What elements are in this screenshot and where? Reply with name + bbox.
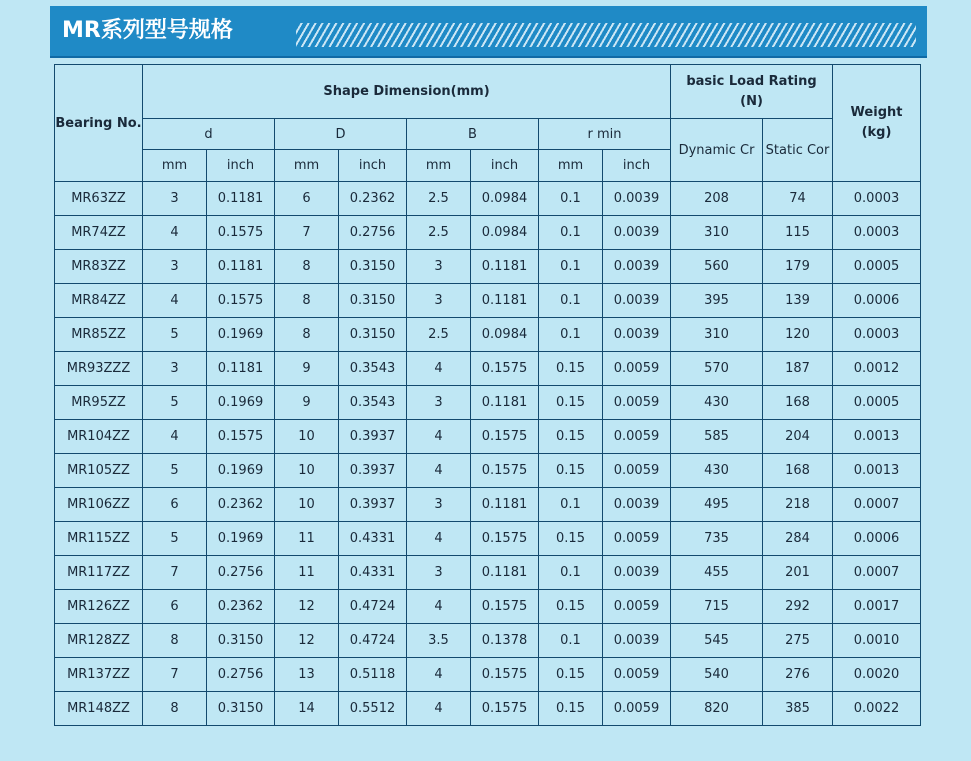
d-inch-cell: 0.1575 xyxy=(207,284,275,318)
header-load-rating-line2: (N) xyxy=(740,93,763,109)
d-inch-cell: 0.1969 xyxy=(207,386,275,420)
r-inch-cell: 0.0059 xyxy=(603,590,671,624)
weight-cell: 0.0003 xyxy=(833,216,921,250)
header-D-inch: inch xyxy=(339,150,407,182)
dynamic-cr-cell: 430 xyxy=(671,454,763,488)
dynamic-cr-cell: 208 xyxy=(671,182,763,216)
bearing-no-cell: MR83ZZ xyxy=(55,250,143,284)
d-mm-cell: 7 xyxy=(143,556,207,590)
bearing-no-cell: MR117ZZ xyxy=(55,556,143,590)
table-row xyxy=(55,318,921,352)
B-mm-cell: 4 xyxy=(407,658,471,692)
r-inch-cell: 0.0039 xyxy=(603,182,671,216)
d-mm-cell: 8 xyxy=(143,692,207,726)
weight-cell: 0.0013 xyxy=(833,454,921,488)
static-cor-cell: 218 xyxy=(763,488,833,522)
r-mm-cell: 0.1 xyxy=(539,488,603,522)
D-mm-cell: 7 xyxy=(275,216,339,250)
B-inch-cell: 0.1181 xyxy=(471,250,539,284)
D-mm-cell: 6 xyxy=(275,182,339,216)
D-inch-cell: 0.4724 xyxy=(339,590,407,624)
B-mm-cell: 4 xyxy=(407,352,471,386)
weight-cell: 0.0007 xyxy=(833,488,921,522)
D-mm-cell: 8 xyxy=(275,250,339,284)
header-load-rating-line1: basic Load Rating xyxy=(686,73,817,89)
D-inch-cell: 0.3150 xyxy=(339,250,407,284)
r-mm-cell: 0.1 xyxy=(539,182,603,216)
D-mm-cell: 12 xyxy=(275,624,339,658)
spec-table xyxy=(54,64,921,726)
D-mm-cell: 8 xyxy=(275,318,339,352)
B-inch-cell: 0.1181 xyxy=(471,556,539,590)
D-mm-cell: 11 xyxy=(275,556,339,590)
d-inch-cell: 0.1969 xyxy=(207,454,275,488)
static-cor-cell: 292 xyxy=(763,590,833,624)
B-inch-cell: 0.1181 xyxy=(471,284,539,318)
B-mm-cell: 3 xyxy=(407,250,471,284)
r-inch-cell: 0.0039 xyxy=(603,250,671,284)
r-mm-cell: 0.1 xyxy=(539,284,603,318)
B-mm-cell: 4 xyxy=(407,454,471,488)
bearing-no-cell: MR93ZZZ xyxy=(55,352,143,386)
bearing-no-cell: MR126ZZ xyxy=(55,590,143,624)
d-inch-cell: 0.2362 xyxy=(207,488,275,522)
title-bar xyxy=(50,6,927,58)
d-mm-cell: 4 xyxy=(143,420,207,454)
table-row xyxy=(55,624,921,658)
bearing-no-cell: MR74ZZ xyxy=(55,216,143,250)
d-inch-cell: 0.3150 xyxy=(207,624,275,658)
B-mm-cell: 3 xyxy=(407,488,471,522)
weight-cell: 0.0005 xyxy=(833,250,921,284)
D-inch-cell: 0.5118 xyxy=(339,658,407,692)
table-row xyxy=(55,250,921,284)
table-row xyxy=(55,284,921,318)
d-inch-cell: 0.1969 xyxy=(207,318,275,352)
r-inch-cell: 0.0039 xyxy=(603,556,671,590)
table-row xyxy=(55,420,921,454)
dynamic-cr-cell: 545 xyxy=(671,624,763,658)
D-mm-cell: 14 xyxy=(275,692,339,726)
d-inch-cell: 0.1181 xyxy=(207,182,275,216)
B-mm-cell: 3 xyxy=(407,284,471,318)
d-inch-cell: 0.2756 xyxy=(207,658,275,692)
static-cor-cell: 187 xyxy=(763,352,833,386)
weight-cell: 0.0013 xyxy=(833,420,921,454)
bearing-no-cell: MR137ZZ xyxy=(55,658,143,692)
r-mm-cell: 0.1 xyxy=(539,556,603,590)
d-mm-cell: 3 xyxy=(143,182,207,216)
B-inch-cell: 0.1575 xyxy=(471,522,539,556)
header-D: D xyxy=(275,119,407,150)
D-mm-cell: 12 xyxy=(275,590,339,624)
d-mm-cell: 3 xyxy=(143,352,207,386)
r-mm-cell: 0.15 xyxy=(539,420,603,454)
weight-cell: 0.0022 xyxy=(833,692,921,726)
D-inch-cell: 0.2362 xyxy=(339,182,407,216)
header-bearing-no: Bearing No. xyxy=(55,65,143,182)
B-mm-cell: 4 xyxy=(407,692,471,726)
B-inch-cell: 0.0984 xyxy=(471,318,539,352)
r-inch-cell: 0.0059 xyxy=(603,386,671,420)
d-mm-cell: 6 xyxy=(143,488,207,522)
r-mm-cell: 0.15 xyxy=(539,352,603,386)
r-mm-cell: 0.1 xyxy=(539,318,603,352)
bearing-no-cell: MR148ZZ xyxy=(55,692,143,726)
header-d-inch: inch xyxy=(207,150,275,182)
bearing-no-cell: MR106ZZ xyxy=(55,488,143,522)
B-inch-cell: 0.1575 xyxy=(471,420,539,454)
bearing-no-cell: MR95ZZ xyxy=(55,386,143,420)
dynamic-cr-cell: 735 xyxy=(671,522,763,556)
static-cor-cell: 275 xyxy=(763,624,833,658)
r-inch-cell: 0.0059 xyxy=(603,420,671,454)
header-weight-line2: (kg) xyxy=(861,125,892,140)
dynamic-cr-cell: 430 xyxy=(671,386,763,420)
weight-cell: 0.0006 xyxy=(833,284,921,318)
table-row xyxy=(55,386,921,420)
D-mm-cell: 9 xyxy=(275,352,339,386)
d-mm-cell: 5 xyxy=(143,454,207,488)
d-mm-cell: 5 xyxy=(143,522,207,556)
B-mm-cell: 3 xyxy=(407,556,471,590)
B-inch-cell: 0.1575 xyxy=(471,454,539,488)
r-mm-cell: 0.15 xyxy=(539,386,603,420)
B-mm-cell: 3.5 xyxy=(407,624,471,658)
dynamic-cr-cell: 820 xyxy=(671,692,763,726)
static-cor-cell: 385 xyxy=(763,692,833,726)
weight-cell: 0.0020 xyxy=(833,658,921,692)
header-d-mm: mm xyxy=(143,150,207,182)
D-inch-cell: 0.3543 xyxy=(339,352,407,386)
r-inch-cell: 0.0039 xyxy=(603,284,671,318)
B-mm-cell: 2.5 xyxy=(407,318,471,352)
B-mm-cell: 4 xyxy=(407,590,471,624)
header-D-mm: mm xyxy=(275,150,339,182)
table-body xyxy=(55,182,921,726)
r-inch-cell: 0.0059 xyxy=(603,522,671,556)
bearing-no-cell: MR115ZZ xyxy=(55,522,143,556)
dynamic-cr-cell: 310 xyxy=(671,318,763,352)
dynamic-cr-cell: 540 xyxy=(671,658,763,692)
D-inch-cell: 0.3937 xyxy=(339,488,407,522)
dynamic-cr-cell: 715 xyxy=(671,590,763,624)
r-mm-cell: 0.1 xyxy=(539,624,603,658)
r-mm-cell: 0.1 xyxy=(539,216,603,250)
D-inch-cell: 0.4331 xyxy=(339,556,407,590)
d-mm-cell: 5 xyxy=(143,386,207,420)
static-cor-cell: 276 xyxy=(763,658,833,692)
header-static-cor: Static Cor xyxy=(763,119,833,182)
page-title: MR系列型号规格 xyxy=(62,18,233,43)
bearing-no-cell: MR128ZZ xyxy=(55,624,143,658)
B-mm-cell: 3 xyxy=(407,386,471,420)
weight-cell: 0.0003 xyxy=(833,182,921,216)
dynamic-cr-cell: 570 xyxy=(671,352,763,386)
D-inch-cell: 0.3150 xyxy=(339,318,407,352)
header-B-inch: inch xyxy=(471,150,539,182)
static-cor-cell: 201 xyxy=(763,556,833,590)
static-cor-cell: 168 xyxy=(763,454,833,488)
static-cor-cell: 115 xyxy=(763,216,833,250)
B-inch-cell: 0.1378 xyxy=(471,624,539,658)
dynamic-cr-cell: 310 xyxy=(671,216,763,250)
r-inch-cell: 0.0059 xyxy=(603,692,671,726)
weight-cell: 0.0006 xyxy=(833,522,921,556)
D-inch-cell: 0.3937 xyxy=(339,420,407,454)
B-inch-cell: 0.0984 xyxy=(471,182,539,216)
B-inch-cell: 0.1181 xyxy=(471,488,539,522)
D-mm-cell: 8 xyxy=(275,284,339,318)
D-inch-cell: 0.4331 xyxy=(339,522,407,556)
d-inch-cell: 0.3150 xyxy=(207,692,275,726)
D-inch-cell: 0.4724 xyxy=(339,624,407,658)
header-r-min: r min xyxy=(539,119,671,150)
header-weight-line1: Weight xyxy=(850,105,903,120)
d-inch-cell: 0.1181 xyxy=(207,352,275,386)
d-inch-cell: 0.1575 xyxy=(207,216,275,250)
B-mm-cell: 2.5 xyxy=(407,182,471,216)
table-row xyxy=(55,556,921,590)
header-r-inch: inch xyxy=(603,150,671,182)
B-inch-cell: 0.1575 xyxy=(471,658,539,692)
r-inch-cell: 0.0039 xyxy=(603,488,671,522)
header-B-mm: mm xyxy=(407,150,471,182)
r-mm-cell: 0.1 xyxy=(539,250,603,284)
r-mm-cell: 0.15 xyxy=(539,590,603,624)
d-inch-cell: 0.2362 xyxy=(207,590,275,624)
B-mm-cell: 4 xyxy=(407,420,471,454)
dynamic-cr-cell: 560 xyxy=(671,250,763,284)
bearing-no-cell: MR63ZZ xyxy=(55,182,143,216)
B-inch-cell: 0.0984 xyxy=(471,216,539,250)
d-inch-cell: 0.1575 xyxy=(207,420,275,454)
dynamic-cr-cell: 395 xyxy=(671,284,763,318)
header-B: B xyxy=(407,119,539,150)
header-shape-dimension: Shape Dimension(mm) xyxy=(143,65,671,119)
D-mm-cell: 13 xyxy=(275,658,339,692)
d-mm-cell: 7 xyxy=(143,658,207,692)
table-row xyxy=(55,216,921,250)
title-hatch-decoration xyxy=(296,23,916,47)
static-cor-cell: 168 xyxy=(763,386,833,420)
d-mm-cell: 8 xyxy=(143,624,207,658)
r-mm-cell: 0.15 xyxy=(539,454,603,488)
header-weight xyxy=(833,65,921,182)
D-mm-cell: 10 xyxy=(275,454,339,488)
header-d: d xyxy=(143,119,275,150)
d-mm-cell: 4 xyxy=(143,216,207,250)
d-inch-cell: 0.1181 xyxy=(207,250,275,284)
D-inch-cell: 0.5512 xyxy=(339,692,407,726)
B-mm-cell: 4 xyxy=(407,522,471,556)
r-mm-cell: 0.15 xyxy=(539,658,603,692)
static-cor-cell: 139 xyxy=(763,284,833,318)
D-mm-cell: 9 xyxy=(275,386,339,420)
table-row xyxy=(55,352,921,386)
static-cor-cell: 120 xyxy=(763,318,833,352)
dynamic-cr-cell: 455 xyxy=(671,556,763,590)
d-inch-cell: 0.2756 xyxy=(207,556,275,590)
B-inch-cell: 0.1575 xyxy=(471,352,539,386)
d-mm-cell: 3 xyxy=(143,250,207,284)
r-mm-cell: 0.15 xyxy=(539,692,603,726)
bearing-no-cell: MR104ZZ xyxy=(55,420,143,454)
weight-cell: 0.0007 xyxy=(833,556,921,590)
r-inch-cell: 0.0059 xyxy=(603,352,671,386)
r-inch-cell: 0.0059 xyxy=(603,658,671,692)
dynamic-cr-cell: 495 xyxy=(671,488,763,522)
table-row xyxy=(55,590,921,624)
static-cor-cell: 179 xyxy=(763,250,833,284)
r-inch-cell: 0.0039 xyxy=(603,216,671,250)
table-row xyxy=(55,182,921,216)
r-inch-cell: 0.0039 xyxy=(603,624,671,658)
D-mm-cell: 11 xyxy=(275,522,339,556)
B-inch-cell: 0.1575 xyxy=(471,692,539,726)
weight-cell: 0.0010 xyxy=(833,624,921,658)
weight-cell: 0.0017 xyxy=(833,590,921,624)
d-mm-cell: 4 xyxy=(143,284,207,318)
dynamic-cr-cell: 585 xyxy=(671,420,763,454)
d-mm-cell: 6 xyxy=(143,590,207,624)
weight-cell: 0.0003 xyxy=(833,318,921,352)
static-cor-cell: 74 xyxy=(763,182,833,216)
d-mm-cell: 5 xyxy=(143,318,207,352)
D-inch-cell: 0.3937 xyxy=(339,454,407,488)
d-inch-cell: 0.1969 xyxy=(207,522,275,556)
r-mm-cell: 0.15 xyxy=(539,522,603,556)
table-row xyxy=(55,488,921,522)
static-cor-cell: 204 xyxy=(763,420,833,454)
B-inch-cell: 0.1181 xyxy=(471,386,539,420)
table-row xyxy=(55,454,921,488)
D-mm-cell: 10 xyxy=(275,488,339,522)
table-row xyxy=(55,522,921,556)
r-inch-cell: 0.0039 xyxy=(603,318,671,352)
D-mm-cell: 10 xyxy=(275,420,339,454)
bearing-no-cell: MR84ZZ xyxy=(55,284,143,318)
header-dynamic-cr: Dynamic Cr xyxy=(671,119,763,182)
table-row xyxy=(55,692,921,726)
header-load-rating xyxy=(671,65,833,119)
B-inch-cell: 0.1575 xyxy=(471,590,539,624)
bearing-no-cell: MR105ZZ xyxy=(55,454,143,488)
static-cor-cell: 284 xyxy=(763,522,833,556)
table-row xyxy=(55,658,921,692)
D-inch-cell: 0.2756 xyxy=(339,216,407,250)
r-inch-cell: 0.0059 xyxy=(603,454,671,488)
B-mm-cell: 2.5 xyxy=(407,216,471,250)
header-r-mm: mm xyxy=(539,150,603,182)
weight-cell: 0.0005 xyxy=(833,386,921,420)
weight-cell: 0.0012 xyxy=(833,352,921,386)
bearing-no-cell: MR85ZZ xyxy=(55,318,143,352)
D-inch-cell: 0.3543 xyxy=(339,386,407,420)
D-inch-cell: 0.3150 xyxy=(339,284,407,318)
